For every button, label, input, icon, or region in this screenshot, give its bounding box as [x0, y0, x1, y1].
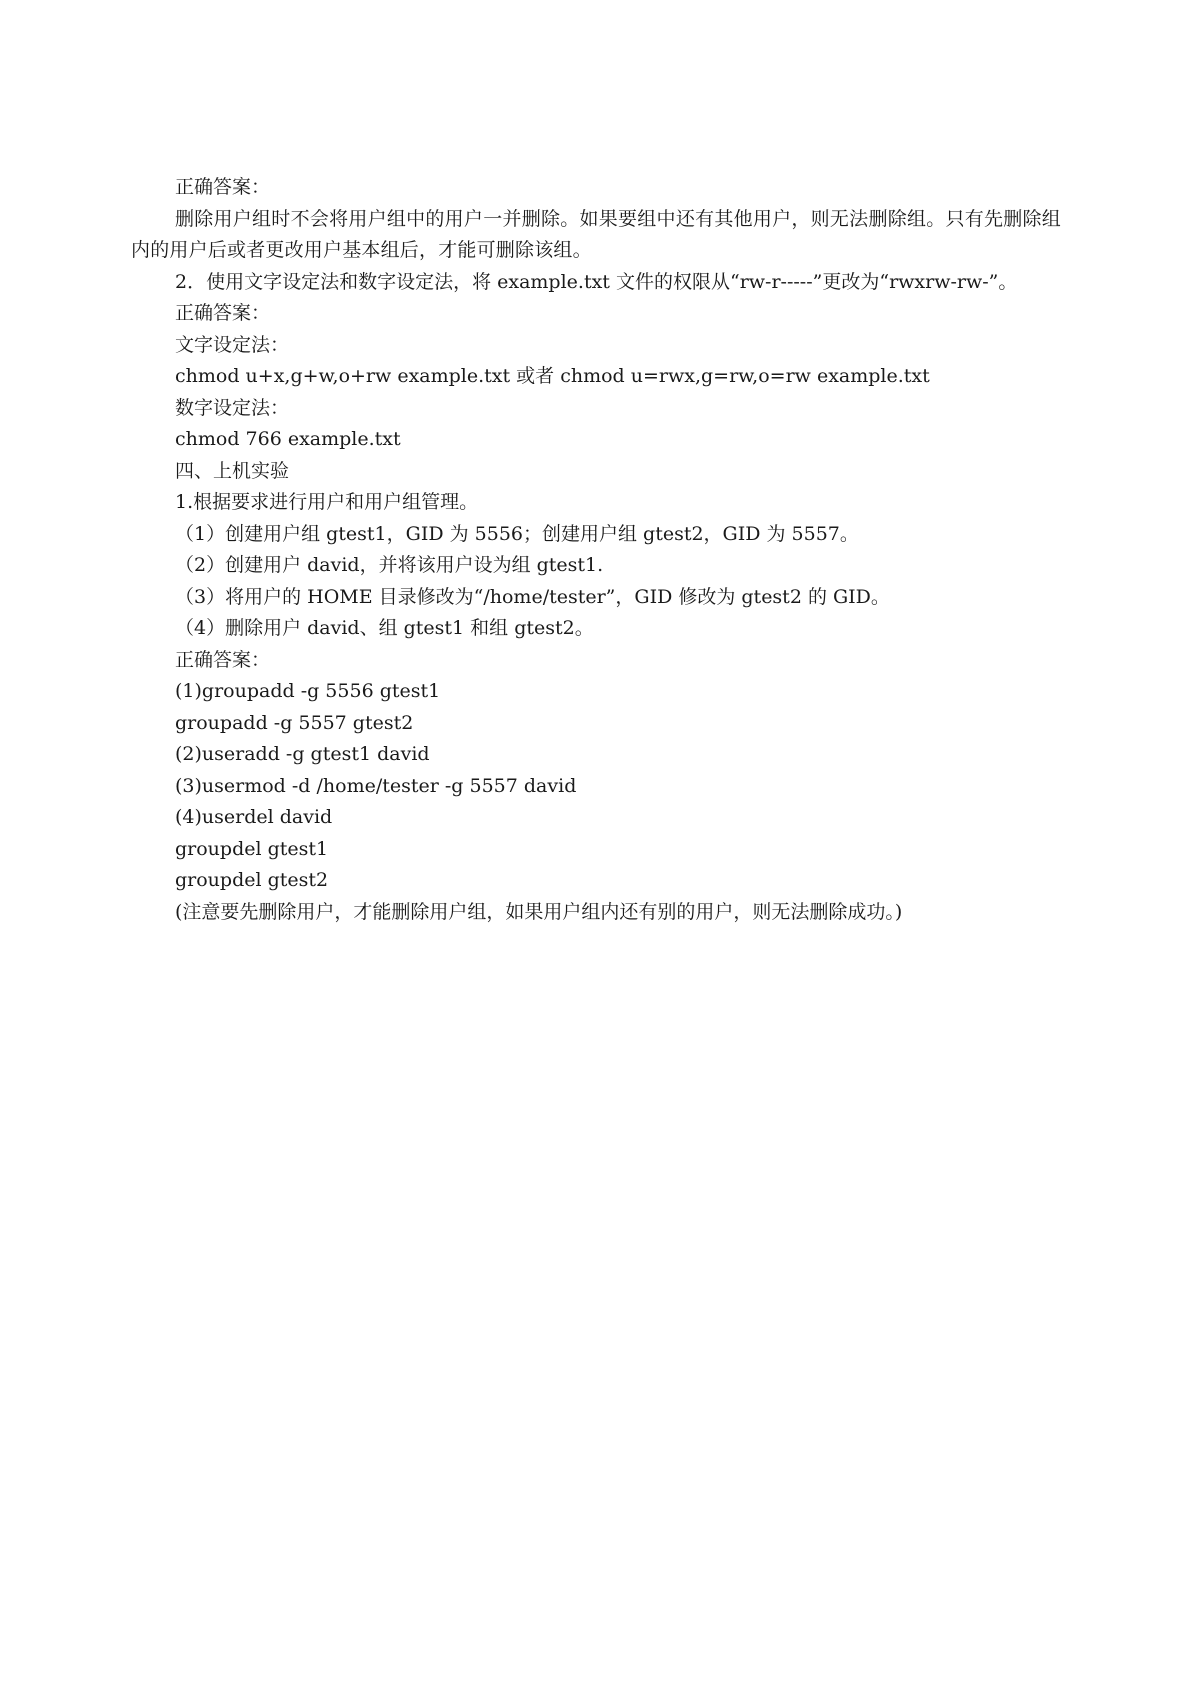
note-line: (注意要先删除用户，才能删除用户组，如果用户组内还有别的用户，则无法删除成功。) — [175, 900, 903, 923]
question-2: 2．使用文字设定法和数字设定法，将 example.txt 文件的权限从“rw-r-----”更改为“rwxrw-rw-”。 — [175, 270, 1018, 293]
command-line: (2)useradd -g gtest1 david — [175, 743, 430, 765]
text-method-command: chmod u+x,g+w,o+rw example.txt 或者 chmod u=rwx,g=rw,o=rw example.txt — [175, 365, 930, 387]
answer-label: 正确答案： — [175, 648, 271, 671]
answer-paragraph: 删除用户组时不会将用户组中的用户一并删除。如果要组中还有其他用户，则无法删除组。只有先删除组内的用户后或者更改用户基本组后，才能可删除该组。 — [131, 207, 1061, 261]
section-heading: 四、上机实验 — [175, 459, 290, 482]
lab-step-1: （1）创建用户组 gtest1，GID 为 5556；创建用户组 gtest2，GID 为 5557。 — [175, 522, 859, 545]
lab-step-4: （4）删除用户 david、组 gtest1 和组 gtest2。 — [175, 617, 594, 639]
answer-label: 正确答案： — [175, 302, 271, 324]
answer-label: 正确答案： — [175, 176, 271, 198]
lab-step-3: （3）将用户的 HOME 目录修改为“/home/tester”，GID 修改为 gtest2 的 GID。 — [175, 585, 890, 608]
lab-task-1: 1.根据要求进行用户和用户组管理。 — [175, 491, 479, 513]
numeric-method-label: 数字设定法： — [175, 396, 290, 419]
command-line: groupdel gtest1 — [175, 837, 329, 860]
command-line: (1)groupadd -g 5556 gtest1 — [175, 680, 441, 702]
command-line: (4)userdel david — [175, 806, 333, 828]
command-line: groupdel gtest2 — [175, 869, 329, 891]
command-line: (3)usermod -d /home/tester -g 5557 david — [175, 774, 577, 797]
document-body — [131, 172, 1061, 928]
text-method-label: 文字设定法： — [175, 333, 290, 356]
lab-step-2: （2）创建用户 david，并将该用户设为组 gtest1. — [175, 554, 604, 576]
command-line: groupadd -g 5557 gtest2 — [175, 711, 414, 734]
numeric-method-command: chmod 766 example.txt — [175, 428, 401, 450]
